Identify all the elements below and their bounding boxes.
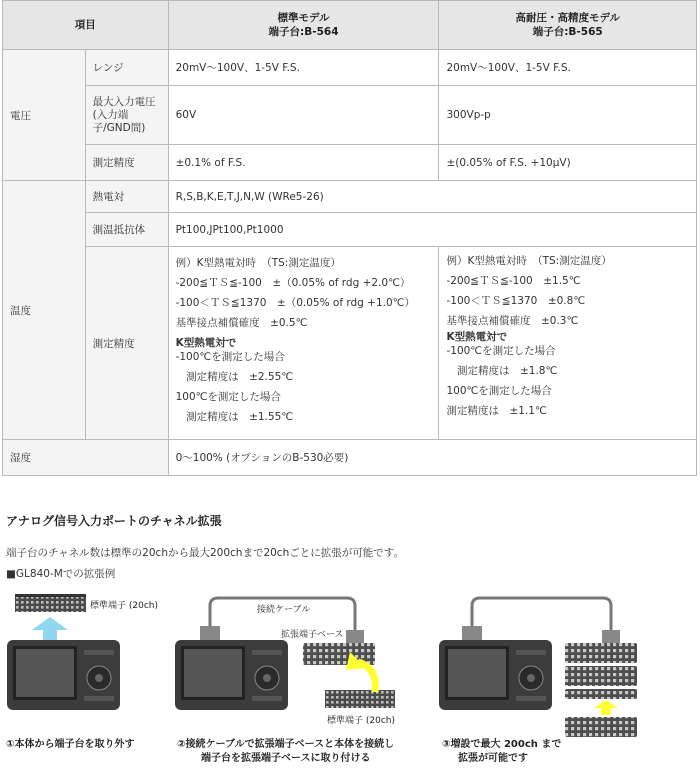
standard-terminal-icon [15,594,86,612]
label-extension-base: 拡張端子ベース [281,630,344,640]
device-icon [7,640,120,710]
accuracy-line: K型熱電対で [446,331,508,343]
accuracy-line: -100℃を測定した場合 [175,351,285,363]
label-standard-terminal-2: 標準端子 (20ch) [327,716,395,726]
label-rtd: 測温抵抗体 [85,213,168,247]
section-title: アナログ信号入力ポートのチャネル拡張 [6,514,222,528]
voltage-accuracy-high-voltage: ±(0.05% of F.S. +10μV) [439,145,697,181]
caption-step-2: ②接続ケーブルで拡張端子ベースと本体を接続し 端子台を拡張端子ベースに取り付ける [177,739,395,764]
up-arrow-icon [32,617,68,640]
accuracy-line: 測定精度は ±2.55℃ [175,371,294,383]
terminal-icon [325,690,395,708]
section-description: 端子台のチャネル数は標準の20chから最大200chまで20chごとに拡張が可能です。 [6,547,404,559]
header-item: 項目 [3,1,169,50]
label-connection-cable: 接続ケーブル [257,605,311,615]
category-voltage: 電圧 [3,50,86,181]
accuracy-line: 測定精度は ±1.8℃ [446,365,558,377]
accuracy-line: K型熱電対で [175,337,237,349]
label-standard-terminal: 標準端子 (20ch) [90,601,158,611]
stacked-terminals-icon [565,643,637,737]
up-arrow-icon [594,700,618,715]
voltage-accuracy-standard: ±0.1% of F.S. [168,145,439,181]
thermocouple-types: R,S,B,K,E,T,J,N,W (WRe5-26) [168,181,696,213]
section-example-label: ■GL840-Mでの拡張例 [6,568,116,580]
header-standard: 標準モデル 端子台:B-564 [168,1,439,50]
caption-step-1: ①本体から端子台を取り外す [6,739,135,750]
label-voltage-accuracy: 測定精度 [85,145,168,181]
accuracy-line: 例）K型熱電対時 （TS:測定温度） [175,257,341,269]
accuracy-line: 基準接点補償確度 ±0.5℃ [175,317,308,329]
accuracy-line: -100℃を測定した場合 [446,345,556,357]
connection-cable-icon [462,598,620,644]
accuracy-line: 基準接点補償確度 ±0.3℃ [446,315,579,327]
range-high-voltage: 20mV～100V、1-5V F.S. [439,50,697,86]
max-input-high-voltage: 300Vp-p [439,86,697,145]
caption-step-3: ③増設で最大 200ch まで 拡張が可能です [442,739,562,764]
accuracy-line: 例）K型熱電対時 （TS:測定温度） [446,255,612,267]
accuracy-line: -200≦ＴＳ≦-100 ±1.5℃ [446,275,581,287]
category-temperature: 温度 [3,181,86,440]
accuracy-line: -200≦ＴＳ≦-100 ±（0.05% of rdg +2.0℃） [175,277,411,289]
device-icon [175,640,288,710]
rtd-types: Pt100,JPt100,Pt1000 [168,213,696,247]
accuracy-line: 測定精度は ±1.1℃ [446,405,547,417]
label-temperature-accuracy: 測定精度 [85,247,168,440]
category-humidity: 湿度 [3,440,169,476]
accuracy-line: 100℃を測定した場合 [446,385,552,397]
label-max-input: 最大入力電圧 (入力端 子/GND間) [85,86,168,145]
label-thermocouple: 熱電対 [85,181,168,213]
max-input-standard: 60V [168,86,439,145]
header-high-voltage: 高耐圧・高精度モデル 端子台:B-565 [439,1,697,50]
accuracy-line: -100＜ＴＳ≦1370 ±0.8℃ [446,295,586,307]
label-range: レンジ [85,50,168,86]
range-standard: 20mV～100V、1-5V F.S. [168,50,439,86]
accuracy-line: 測定精度は ±1.55℃ [175,411,294,423]
accuracy-line: -100＜ＴＳ≦1370 ±（0.05% of rdg +1.0℃） [175,297,415,309]
device-icon [439,640,552,710]
accuracy-line: 100℃を測定した場合 [175,391,281,403]
humidity-value: 0～100% (オプションのB-530必要) [168,440,696,476]
